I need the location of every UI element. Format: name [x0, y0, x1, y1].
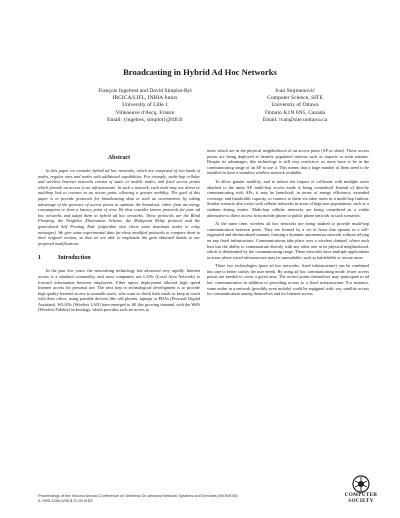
abstract-text: In this paper we consider hybrid ad hoc networks, which are composed of two kinds of nodes, regular ones and nodes with additional capabilities. For example, multi-hop cellular and wireless Internet networks consist of static or mobile nodes, and fixed access points which provide an access to an infrastructure. In such a network, each node may use direct or multihop link to connect to an access point, allowing a greater mobility. The goal of this paper is to provide protocols for broadcasting data in such an environment, by taking advantage of the presence of access points to optimize the broadcast, either from an energy consumption or from a latency point of view. We thus consider known protocols for pure ad hoc networks and adapt them to hybrid ad hoc networks. These protocols are the Blind Flooding, the Neighbor Elimination Scheme, the Multipoint Relay protocol and the generalized Self Pruning Rule (algorithm that elects some dominant nodes to relay messages). We give some experimental data for these modified protocols to compare them to their original version, so that we are able to emphasize the gain obtained thanks to our proposed modifications.	[38, 168, 200, 246]
author-affiliation: Computer Science, SITE	[267, 95, 323, 102]
footer-isbn: 0-7695-2290-0/05 $ 20.00 IEEE	[38, 498, 93, 503]
right-column	[207, 148, 369, 297]
paragraph: users which are in the physical neighborhood of an access point (AP in short). These access points are being deployed at densely populated stations such as airports or train stations. Despite its advantages, this technology is still very restrictive, as users have to be in the communicating range of an AP to use it. This means that a large number of them need to be installed to have a seamless wireless network available.	[207, 148, 369, 176]
author-location: Ontario K1N 6N5, Canada	[265, 109, 325, 116]
author-university: University of Lille 1	[122, 102, 168, 109]
author-block-right	[230, 88, 360, 124]
author-names: Ivan Stojmenović	[275, 88, 315, 94]
author-location: Villeneuve d'Ascq, France	[115, 109, 175, 116]
paragraph: To allow greater mobility, and to reduce the impact of collisions with multiple users attached to the same AP, multi-hop access mode is being considered. Instead of directly communicating with APs, it may be beneficial, in terms of energy efficiency, extended coverage, and bandwidth capacity, to connect to them via other users in a multi-hop fashion. Similar scenario also exists with cellular networks in areas of high user populations, such as a stadium during events. Multi-hop cellular networks are being considered as a viable alternative to direct access from mobile phone to public phone network in such scenarios.	[207, 178, 369, 218]
abstract-heading: Abstract	[107, 155, 131, 161]
paragraph: At the same time, wireless ad hoc networks are being studied to provide multi-hop communication between peers. They are formed by a set of hosts that operate in a self-organized and decentralized manner, forming a dynamic autonomous network without relying on any fixed infrastructure. Communications take place over a wireless channel, where each host has the ability to communicate directly with any other one in its physical neighborhood, which is determined by the communicating range. These networks have multiple applications in areas where wired infrastructure may be unavailable, such as battlefields or rescue areas.	[207, 221, 369, 260]
author-names: François Ingelrest and David Simplot-Ryl	[98, 88, 192, 94]
logo-text-computer: COMPUTER	[344, 492, 378, 498]
author-block-left	[60, 88, 230, 124]
section-heading	[38, 254, 200, 262]
paper-title: Broadcasting in Hybrid Ad Hoc Networks	[123, 67, 277, 77]
section-number: 1	[38, 255, 41, 262]
left-column	[38, 154, 200, 313]
ieee-computer-society-logo-icon	[352, 475, 370, 493]
author-email: Email: {ingelres, simplot}@lifl.fr	[107, 116, 183, 123]
abstract	[38, 154, 200, 246]
ieee-computer-society-logo	[340, 475, 382, 509]
author-email: Email: ivan@site.uottawa.ca	[262, 116, 328, 123]
section-title: Introduction	[58, 255, 91, 262]
logo-text-society: SOCIETY	[348, 497, 374, 504]
page-footer	[38, 493, 308, 503]
paragraph: In the past few years, the networking technology has advanced very rapidly. Internet access is a standard commodity, and most companies use LANs (Local Area Network) to forward information between employees. Fiber optics deployment allowed high speed Internet access for personal use. The next step in technological development is to provide high quality Internet access to nomadic users, who want to check their mails or keep in touch with their office, using portable devices like cell phones, laptops or PDAs (Personal Digital Assistant). WLANs (Wireless LAN) have emerged to fill this growing demand, with the WiFi (Wireless Fidelity) technology, which provides such an access to	[38, 268, 200, 313]
author-affiliation: IRCICA/LIFL, INRIA futurs	[112, 95, 178, 102]
footer-proceedings: Proceedings of the Second Annual Conference on Wireless On-demand Network Systems and Services (WONS'05)	[38, 493, 238, 498]
paragraph: These two technologies (pure ad hoc networks, fixed infrastructure) can be combined into one to better satisfy the user needs. By using ad hoc communicating mode, fewer access points are needed to cover a given area. The access points themselves may participate in ad hoc communication in addition to providing access to a fixed infrastructure. For instance, some nodes in a network (possibly even mobile) could be equipped with, say, satellite access for communication among themselves and for Internet access.	[207, 263, 369, 297]
author-university: University of Ottawa	[271, 102, 319, 109]
